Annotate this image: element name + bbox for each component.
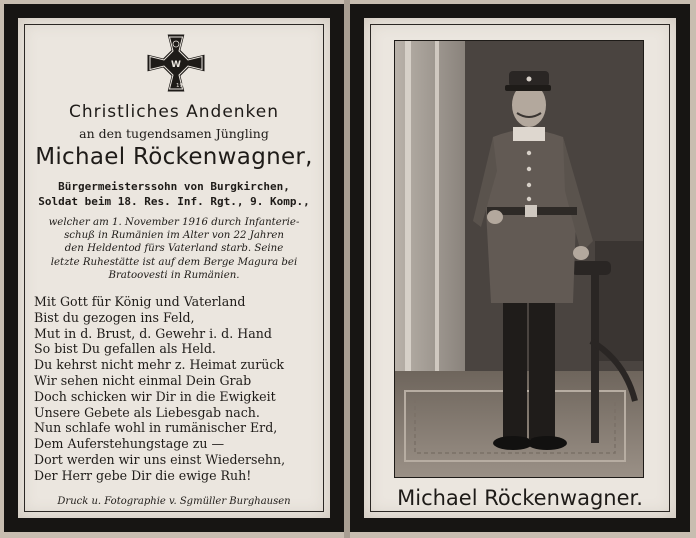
paragraph-line: den Heldentod fürs Vaterland starb. Seine xyxy=(64,243,284,255)
printer-credit: Druck u. Fotographie v. Sgmüller Burghausen xyxy=(57,496,291,507)
poem-line: Mit Gott für König und Vaterland xyxy=(34,294,246,309)
poem-line: Unsere Gebete als Liebesgab nach. xyxy=(34,404,260,420)
card-paper xyxy=(18,18,330,518)
card-heading: Christliches Andenken xyxy=(68,102,280,122)
poem-line: Dort werden wir uns einst Wiedersehn, xyxy=(34,451,286,467)
memorial-poem xyxy=(34,294,322,484)
death-notice-paragraph xyxy=(38,216,310,282)
subtitle-regiment: Soldat beim 18. Res. Inf. Rgt., 9. Komp., xyxy=(38,195,310,208)
poem-line: Wir sehen nicht einmal Dein Grab xyxy=(34,372,252,388)
memorial-card-text-side xyxy=(4,4,344,532)
poem-line: Doch schicken wir Dir in die Ewigkeit xyxy=(34,388,276,404)
paragraph-line: Bratoovesti in Rumänien. xyxy=(108,269,240,281)
iron-cross-icon xyxy=(145,32,207,94)
poem-line: Bist du gezogen ins Feld, xyxy=(34,309,195,325)
portrait-caption-name: Michael Röckenwagner. xyxy=(397,486,643,510)
poem-line: So bist Du gefallen als Held. xyxy=(34,341,216,357)
poem-line: Der Herr gebe Dir die ewige Ruh! xyxy=(34,467,252,483)
memorial-card-photo-side xyxy=(350,4,690,532)
poem-line: Nun schlafe wohl in rumänischer Erd, xyxy=(34,420,278,436)
iron-cross-letter: W xyxy=(171,60,181,70)
paragraph-line: letzte Ruhestätte ist auf dem Berge Magura bei xyxy=(50,256,298,268)
poem-line: Mut in d. Brust, d. Gewehr i. d. Hand xyxy=(34,325,272,341)
subtitle-origin: Bürgermeisterssohn von Burgkirchen, xyxy=(58,180,290,193)
deceased-name: Michael Röckenwagner, xyxy=(35,144,313,170)
iron-cross-year: 1914 xyxy=(176,83,190,89)
paragraph-line: welcher am 1. November 1916 durch Infanterie- xyxy=(48,217,300,228)
soldier-portrait-photo xyxy=(394,40,644,478)
poem-line: Dem Auferstehungstage zu — xyxy=(34,436,225,452)
card-dedication: an den tugendsamen Jüngling xyxy=(79,126,269,141)
card-paper xyxy=(364,18,676,518)
poem-line: Du kehrst nicht mehr z. Heimat zurück xyxy=(34,357,285,373)
paragraph-line: schuß in Rumänien im Alter von 22 Jahren xyxy=(64,230,284,242)
